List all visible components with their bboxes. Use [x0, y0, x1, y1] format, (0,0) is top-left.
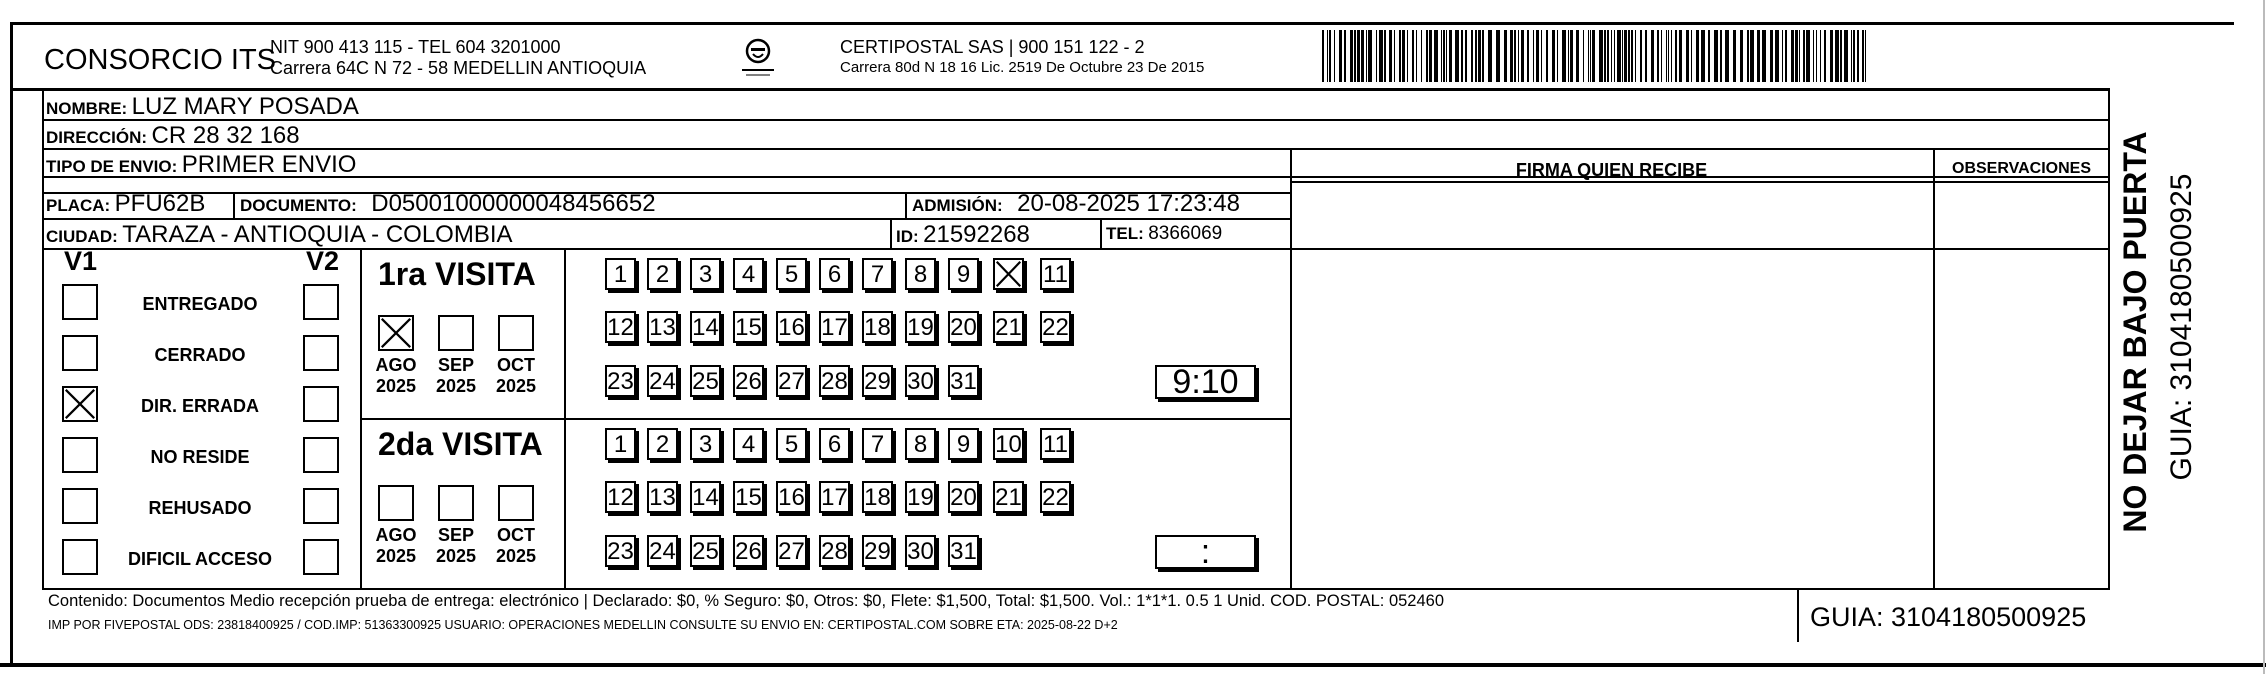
month-checkbox[interactable]	[378, 485, 414, 521]
status-label: DIFICIL ACCESO	[127, 549, 272, 569]
day-box[interactable]: 12	[605, 311, 636, 343]
frame-right-edge	[2263, 0, 2265, 674]
day-box[interactable]: 15	[733, 481, 764, 513]
barcode-bar	[1376, 30, 1377, 82]
barcode-bar	[1449, 30, 1452, 82]
barcode-bar	[1361, 30, 1364, 82]
barcode-bar	[1617, 30, 1621, 82]
nombre-value: LUZ MARY POSADA	[131, 93, 359, 120]
barcode-bar	[1857, 30, 1859, 82]
barcode-bar	[1708, 30, 1710, 82]
day-box[interactable]: 6	[819, 428, 850, 460]
day-box[interactable]: 11	[1040, 428, 1071, 460]
status-label: CERRADO	[154, 345, 246, 365]
side-warning-wrap	[2112, 112, 2172, 564]
barcode-bar	[1624, 30, 1627, 82]
day-box[interactable]: 7	[862, 428, 893, 460]
status-label: NO RESIDE	[150, 447, 250, 467]
barcode-bar	[1668, 30, 1669, 82]
barcode-bar	[1720, 30, 1722, 82]
day-box[interactable]: 1	[605, 258, 636, 290]
barcode-bar	[1441, 30, 1442, 82]
firma-header: FIRMA QUIEN RECIBE	[1515, 160, 1708, 180]
barcode-bar	[1740, 30, 1743, 82]
frame-top	[10, 22, 2234, 25]
tel-field: TEL: 8366069	[1106, 223, 1223, 244]
barcode-bar	[1614, 30, 1615, 82]
day-box[interactable]: 26	[733, 365, 764, 397]
barcode-bar	[1384, 30, 1386, 82]
barcode-bar	[1657, 30, 1659, 82]
observaciones-col-border	[1933, 148, 1935, 590]
barcode-bar	[1844, 30, 1848, 82]
barcode-bar	[1770, 30, 1773, 82]
status-label: ENTREGADO	[142, 294, 258, 314]
barcode-bar	[1329, 30, 1331, 82]
day-box[interactable]: 21	[993, 311, 1024, 343]
barcode-bar	[1557, 30, 1558, 82]
day-box[interactable]: 20	[948, 311, 979, 343]
month-checkbox[interactable]	[378, 315, 414, 351]
barcode-bar	[1496, 30, 1500, 82]
x-mark-icon	[380, 317, 412, 349]
day-box[interactable]: 5	[776, 258, 807, 290]
day-box[interactable]: 17	[819, 311, 850, 343]
barcode-bar	[1599, 30, 1603, 82]
tipo-envio-field: TIPO DE ENVIO: PRIMER ENVIO	[46, 151, 357, 178]
barcode-bar	[1482, 30, 1484, 82]
day-box[interactable]: 14	[690, 311, 721, 343]
day-box[interactable]: 19	[905, 481, 936, 513]
barcode-bar	[1775, 30, 1779, 82]
barcode-bar	[1429, 30, 1432, 82]
barcode-bar	[1782, 30, 1783, 82]
time-box[interactable]: :	[1155, 535, 1256, 569]
barcode-bar	[1803, 30, 1805, 82]
x-mark-icon	[995, 260, 1022, 288]
barcode-bar	[1576, 30, 1579, 82]
day-box[interactable]: 2	[647, 428, 678, 460]
day-box[interactable]: 19	[905, 311, 936, 343]
barcode-bar	[1628, 30, 1630, 82]
nombre-field: NOMBRE: LUZ MARY POSADA	[46, 93, 359, 120]
barcode-bar	[1455, 30, 1459, 82]
barcode-bar	[1696, 30, 1699, 82]
company-nit: NIT 900 413 115 - TEL 604 3201000	[270, 37, 561, 57]
documento-field: DOCUMENTO: D050010000000484566​52	[240, 190, 656, 217]
barcode-bar	[1322, 30, 1324, 82]
day-box[interactable]: 30	[905, 365, 936, 397]
tel-value: 8366069	[1148, 223, 1223, 244]
day-box[interactable]: 27	[776, 535, 807, 567]
barcode-bar	[1434, 30, 1438, 82]
day-box[interactable]: 28	[819, 535, 850, 567]
id-field: ID: 21592268	[896, 221, 1030, 248]
day-box[interactable]: 22	[1040, 311, 1071, 343]
v2-checkbox[interactable]	[303, 488, 339, 524]
day-box[interactable]: 28	[819, 365, 850, 397]
day-box[interactable]	[993, 258, 1024, 290]
day-box[interactable]: 8	[905, 428, 936, 460]
barcode-bar	[1510, 30, 1513, 82]
day-box[interactable]: 18	[862, 481, 893, 513]
barcode-bar	[1592, 30, 1595, 82]
day-box[interactable]: 26	[733, 535, 764, 567]
barcode-bar	[1813, 30, 1814, 82]
ciudad-value: TARAZA - ANTIOQUIA - COLOMBIA	[122, 221, 513, 248]
barcode-bar	[1733, 30, 1736, 82]
day-box[interactable]: 2	[647, 258, 678, 290]
barcode-bar	[1357, 30, 1360, 82]
month-label: SEP 2025	[435, 525, 477, 566]
barcode-bar	[1562, 30, 1566, 82]
barcode-bar	[1750, 30, 1754, 82]
day-box[interactable]: 1	[605, 428, 636, 460]
day-box[interactable]: 12	[605, 481, 636, 513]
v1-checkbox[interactable]	[62, 335, 98, 371]
day-box[interactable]: 9	[948, 258, 979, 290]
month-checkbox[interactable]	[438, 315, 474, 351]
barcode-bar	[1570, 30, 1573, 82]
visit-title: 1ra VISITA	[378, 256, 536, 292]
barcode-bar	[1416, 30, 1417, 82]
barcode-bar	[1666, 30, 1667, 82]
barcode-bar	[1568, 30, 1569, 82]
barcode-bar	[1622, 30, 1623, 82]
barcode-bar	[1402, 30, 1405, 82]
v1-checkbox[interactable]	[62, 284, 98, 320]
barcode-bar	[1840, 30, 1842, 82]
month-label: OCT 2025	[495, 355, 537, 396]
barcode-bar	[1747, 30, 1749, 82]
barcode-bar	[1588, 30, 1589, 82]
carrier-line2: Carrera 80d N 18 16 Lic. 2519 De Octubre 23 De 2015	[840, 59, 1205, 76]
day-box[interactable]: 4	[733, 428, 764, 460]
day-box[interactable]: 31	[948, 535, 979, 567]
header-separator	[10, 88, 2110, 91]
v1-checkbox[interactable]	[62, 488, 98, 524]
month-checkbox[interactable]	[498, 315, 534, 351]
barcode-bar	[1824, 30, 1826, 82]
v2-checkbox[interactable]	[303, 386, 339, 422]
day-box[interactable]: 9	[948, 428, 979, 460]
barcode-bar	[1527, 30, 1529, 82]
tipo-envio-value: PRIMER ENVIO	[181, 151, 357, 178]
day-box[interactable]: 24	[647, 535, 678, 567]
day-box[interactable]: 16	[776, 311, 807, 343]
v2-checkbox[interactable]	[303, 437, 339, 473]
visit-title: 2da VISITA	[378, 426, 543, 462]
side-guia: GUIA: 3104180500925	[2165, 173, 2198, 481]
day-box[interactable]: 15	[733, 311, 764, 343]
frame-left	[10, 22, 13, 665]
day-box[interactable]: 16	[776, 481, 807, 513]
carrier-line1: CERTIPOSTAL SAS | 900 151 122 - 2	[840, 37, 1145, 57]
day-box[interactable]: 23	[605, 535, 636, 567]
barcode	[1322, 30, 1870, 82]
barcode-bar	[1339, 30, 1342, 82]
month-label: OCT 2025	[495, 525, 537, 566]
barcode-bar	[1679, 30, 1682, 82]
barcode-bar	[1412, 30, 1414, 82]
barcode-bar	[1757, 30, 1760, 82]
barcode-bar	[1488, 30, 1492, 82]
barcode-bar	[1865, 30, 1866, 82]
frame-bottom	[0, 663, 2266, 667]
v2-checkbox[interactable]	[303, 539, 339, 575]
barcode-bar	[1851, 30, 1852, 82]
side-warning: NO DEJAR BAJO PUERTA	[2117, 131, 2153, 533]
barcode-bar	[1533, 30, 1534, 82]
table-right-border	[2108, 90, 2110, 590]
barcode-bar	[1701, 30, 1705, 82]
barcode-bar	[1389, 30, 1392, 82]
barcode-bar	[1478, 30, 1481, 82]
barcode-bar	[1714, 30, 1718, 82]
barcode-bar	[1334, 30, 1335, 82]
day-box[interactable]: 7	[862, 258, 893, 290]
day-box[interactable]: 29	[862, 365, 893, 397]
ciudad-field: CIUDAD: TARAZA - ANTIOQUIA - COLOMBIA	[46, 221, 513, 248]
v2-checkbox[interactable]	[303, 284, 339, 320]
barcode-bar	[1426, 30, 1428, 82]
barcode-bar	[1407, 30, 1408, 82]
barcode-bar	[1631, 30, 1633, 82]
day-box[interactable]: 29	[862, 535, 893, 567]
day-box[interactable]: 18	[862, 311, 893, 343]
month-label: SEP 2025	[435, 355, 477, 396]
month-checkbox[interactable]	[438, 485, 474, 521]
barcode-bar	[1816, 30, 1817, 82]
barcode-bar	[1394, 30, 1395, 82]
side-guia-wrap	[2165, 112, 2205, 564]
direccion-field: DIRECCIÓN: CR 28 32 168	[46, 122, 300, 149]
status-label: DIR. ERRADA	[140, 396, 259, 416]
v1-checkbox[interactable]	[62, 539, 98, 575]
footer-imp: IMP POR FIVEPOSTAL ODS: 23818400925 / COD.IMP: 51363300925 USUARIO: OPERACIONES MEDELLIN CONSULTE SU ENVIO EN: CERTIPOSTAL.COM SOBRE ETA: 2025-08-22 D+2	[48, 618, 1118, 632]
barcode-bar	[1611, 30, 1612, 82]
direccion-value: CR 28 32 168	[151, 122, 300, 149]
barcode-bar	[1686, 30, 1689, 82]
barcode-bar	[1350, 30, 1353, 82]
day-box[interactable]: 11	[1040, 258, 1071, 290]
day-box[interactable]: 22	[1040, 481, 1071, 513]
day-box[interactable]: 30	[905, 535, 936, 567]
firma-col-border	[1290, 148, 1292, 590]
admision-value: 20-08-2025 17:23:48	[1017, 190, 1240, 217]
day-box[interactable]: 25	[690, 365, 721, 397]
day-box[interactable]: 24	[647, 365, 678, 397]
barcode-bar	[1521, 30, 1524, 82]
table-left-border	[42, 90, 44, 590]
day-box[interactable]: 13	[647, 311, 678, 343]
company-name: CONSORCIO ITS	[44, 44, 277, 76]
time-box[interactable]: 9:10	[1155, 365, 1256, 399]
barcode-bar	[1461, 30, 1463, 82]
barcode-bar	[1443, 30, 1445, 82]
status-label: REHUSADO	[148, 498, 252, 518]
day-box[interactable]: 25	[690, 535, 721, 567]
barcode-bar	[1651, 30, 1654, 82]
day-box[interactable]: 17	[819, 481, 850, 513]
barcode-bar	[1536, 30, 1539, 82]
day-box[interactable]: 4	[733, 258, 764, 290]
barcode-bar	[1546, 30, 1548, 82]
barcode-bar	[1604, 30, 1606, 82]
footer-content: Contenido: Documentos Medio recepción prueba de entrega: electrónico | Declarado: $0, % Seguro: $0, Otros: $0, Flete: $1,500, Total: $1,500. Vol.: 1*1*1. 0.5 1 Unid. COD. POSTAL: 052460	[48, 592, 1445, 610]
placa-value: PFU62B	[114, 190, 206, 217]
barcode-bar	[1661, 30, 1662, 82]
admision-field: ADMISIÓN: 20-08-2025 17:23:48	[912, 190, 1240, 217]
barcode-bar	[1762, 30, 1766, 82]
footer-guia: GUIA: 3104180500925	[1810, 602, 2087, 632]
barcode-bar	[1691, 30, 1692, 82]
placa-field: PLACA: PFU62B	[46, 190, 206, 217]
v1-checkbox[interactable]	[62, 437, 98, 473]
barcode-bar	[1354, 30, 1356, 82]
barcode-bar	[1791, 30, 1794, 82]
barcode-bar	[1725, 30, 1729, 82]
v1-header: V1	[64, 246, 98, 276]
day-box[interactable]: 5	[776, 428, 807, 460]
barcode-bar	[1465, 30, 1467, 82]
barcode-bar	[1379, 30, 1383, 82]
id-value: 21592268	[923, 221, 1030, 248]
day-box[interactable]: 23	[605, 365, 636, 397]
day-box[interactable]: 27	[776, 365, 807, 397]
v1-checkbox[interactable]	[62, 386, 98, 422]
barcode-bar	[1583, 30, 1584, 82]
barcode-bar	[1795, 30, 1798, 82]
x-mark-icon	[64, 388, 96, 420]
barcode-bar	[1344, 30, 1346, 82]
barcode-bar	[1518, 30, 1519, 82]
barcode-bar	[1504, 30, 1507, 82]
barcode-bar	[1366, 30, 1367, 82]
month-label: AGO 2025	[375, 355, 417, 396]
barcode-bar	[1552, 30, 1555, 82]
barcode-bar	[1820, 30, 1821, 82]
barcode-bar	[1830, 30, 1833, 82]
barcode-bar	[1671, 30, 1672, 82]
barcode-bar	[1541, 30, 1542, 82]
day-box[interactable]: 3	[690, 428, 721, 460]
day-box[interactable]: 14	[690, 481, 721, 513]
barcode-bar	[1446, 30, 1447, 82]
barcode-bar	[1514, 30, 1516, 82]
barcode-bar	[1399, 30, 1401, 82]
barcode-bar	[1475, 30, 1477, 82]
day-box[interactable]: 20	[948, 481, 979, 513]
month-label: AGO 2025	[375, 525, 417, 566]
v2-checkbox[interactable]	[303, 335, 339, 371]
day-box[interactable]: 3	[690, 258, 721, 290]
barcode-bar	[1806, 30, 1810, 82]
barcode-bar	[1590, 30, 1591, 82]
barcode-bar	[1635, 30, 1636, 82]
barcode-bar	[1421, 30, 1422, 82]
barcode-bar	[1675, 30, 1677, 82]
barcode-bar	[1785, 30, 1787, 82]
barcode-bar	[1853, 30, 1855, 82]
barcode-bar	[1607, 30, 1609, 82]
day-box[interactable]: 6	[819, 258, 850, 290]
company-address: Carrera 64C N 72 - 58 MEDELLIN ANTIOQUIA	[270, 58, 647, 78]
month-checkbox[interactable]	[498, 485, 534, 521]
barcode-bar	[1640, 30, 1642, 82]
documento-value: D050010000000484566​52	[371, 190, 656, 217]
certipostal-logo	[738, 36, 778, 85]
day-box[interactable]: 8	[905, 258, 936, 290]
day-box[interactable]: 31	[948, 365, 979, 397]
barcode-bar	[1645, 30, 1647, 82]
day-box[interactable]: 13	[647, 481, 678, 513]
barcode-bar	[1471, 30, 1473, 82]
barcode-bar	[1327, 30, 1328, 82]
v2-header: V2	[306, 246, 340, 276]
barcode-bar	[1862, 30, 1864, 82]
barcode-bar	[1368, 30, 1372, 82]
observaciones-header: OBSERVACIONES	[1952, 160, 2091, 177]
day-box[interactable]: 10	[993, 428, 1024, 460]
barcode-bar	[1835, 30, 1839, 82]
day-box[interactable]: 21	[993, 481, 1024, 513]
barcode-bar	[1799, 30, 1800, 82]
